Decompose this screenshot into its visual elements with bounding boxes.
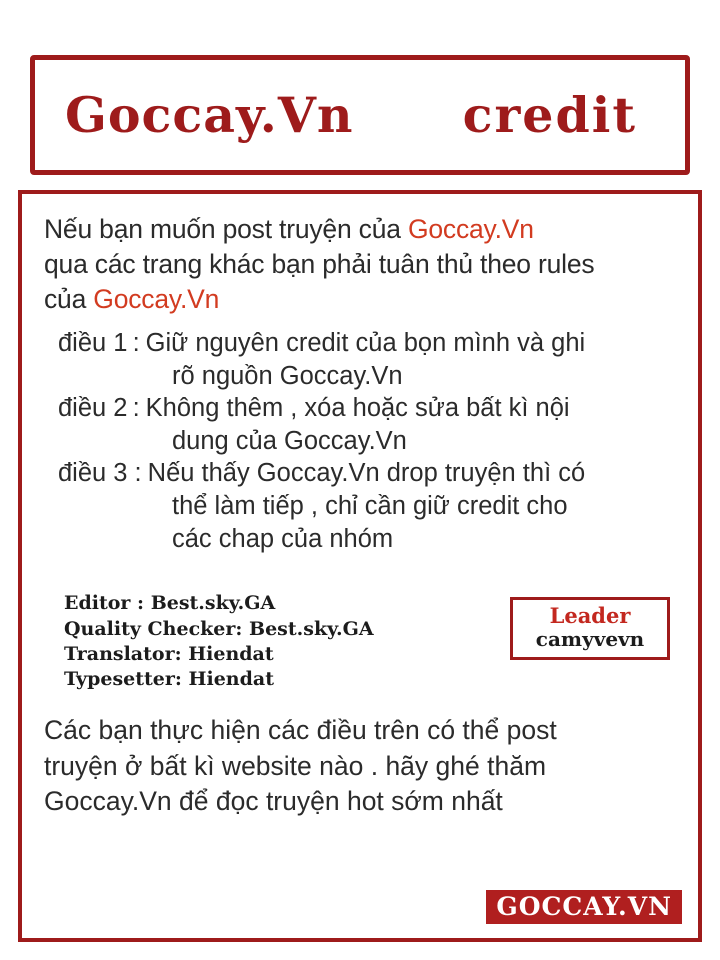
title-stamp-box: [30, 55, 690, 175]
rule-label: điều 3 :: [58, 459, 142, 488]
rule-item: [44, 392, 676, 425]
leader-stamp-box: [510, 597, 670, 660]
credit-translator: Translator: Hiendat: [64, 642, 274, 665]
outro-line-1: Các bạn thực hiện các điều trên có thể post: [44, 715, 557, 746]
intro-line-3-text: của: [44, 283, 94, 314]
rule-continuation: thể làm tiếp , chỉ cần giữ credit cho: [172, 492, 568, 521]
credit-typesetter: Typesetter: Hiendat: [64, 668, 274, 691]
intro-brand-2: Goccay.Vn: [93, 283, 220, 314]
outro-line-2: truyện ở bất kì website nào . hãy ghé thăm: [44, 750, 547, 781]
site-title: Goccay.Vn: [65, 85, 354, 144]
intro-line-1: [44, 212, 676, 247]
leader-title: Leader: [549, 603, 631, 629]
intro-paragraph: [44, 212, 676, 317]
rule-continuation: dung của Goccay.Vn: [172, 426, 407, 455]
credits-row: [44, 591, 676, 709]
rule-continuation: các chap của nhóm: [172, 524, 394, 553]
rule-item: [44, 327, 676, 360]
rule-label: điều 2 :: [58, 394, 140, 423]
rule-label: điều 1 :: [58, 328, 140, 357]
rule-text: Không thêm , xóa hoặc sửa bất kì nội: [145, 394, 570, 423]
outro-line-3: Goccay.Vn để đọc truyện hot sớm nhất: [44, 786, 503, 817]
rule-text: Nếu thấy Goccay.Vn drop truyện thì có: [147, 459, 586, 488]
intro-line-2: qua các trang khác bạn phải tuân thủ theo rules: [44, 248, 595, 279]
intro-line-3: [44, 282, 676, 317]
rule-continuation: rõ nguồn Goccay.Vn: [172, 361, 403, 390]
intro-line-1-text: Nếu bạn muốn post truyện của: [44, 214, 408, 244]
credit-quality-checker: Quality Checker: Best.sky.GA: [64, 617, 374, 640]
leader-name: camyvevn: [535, 627, 645, 652]
credit-body-box: [18, 190, 702, 942]
goccay-logo-stamp: GOCCAY.VN: [486, 890, 682, 924]
rule-text: Giữ nguyên credit của bọn mình và ghi: [145, 328, 586, 357]
credit-title: credit: [462, 85, 637, 144]
intro-brand-1: Goccay.Vn: [407, 214, 534, 244]
outro-paragraph: [44, 713, 676, 820]
rules-list: [44, 327, 676, 555]
credit-editor: Editor : Best.sky.GA: [64, 592, 276, 615]
rule-item: [44, 457, 676, 490]
